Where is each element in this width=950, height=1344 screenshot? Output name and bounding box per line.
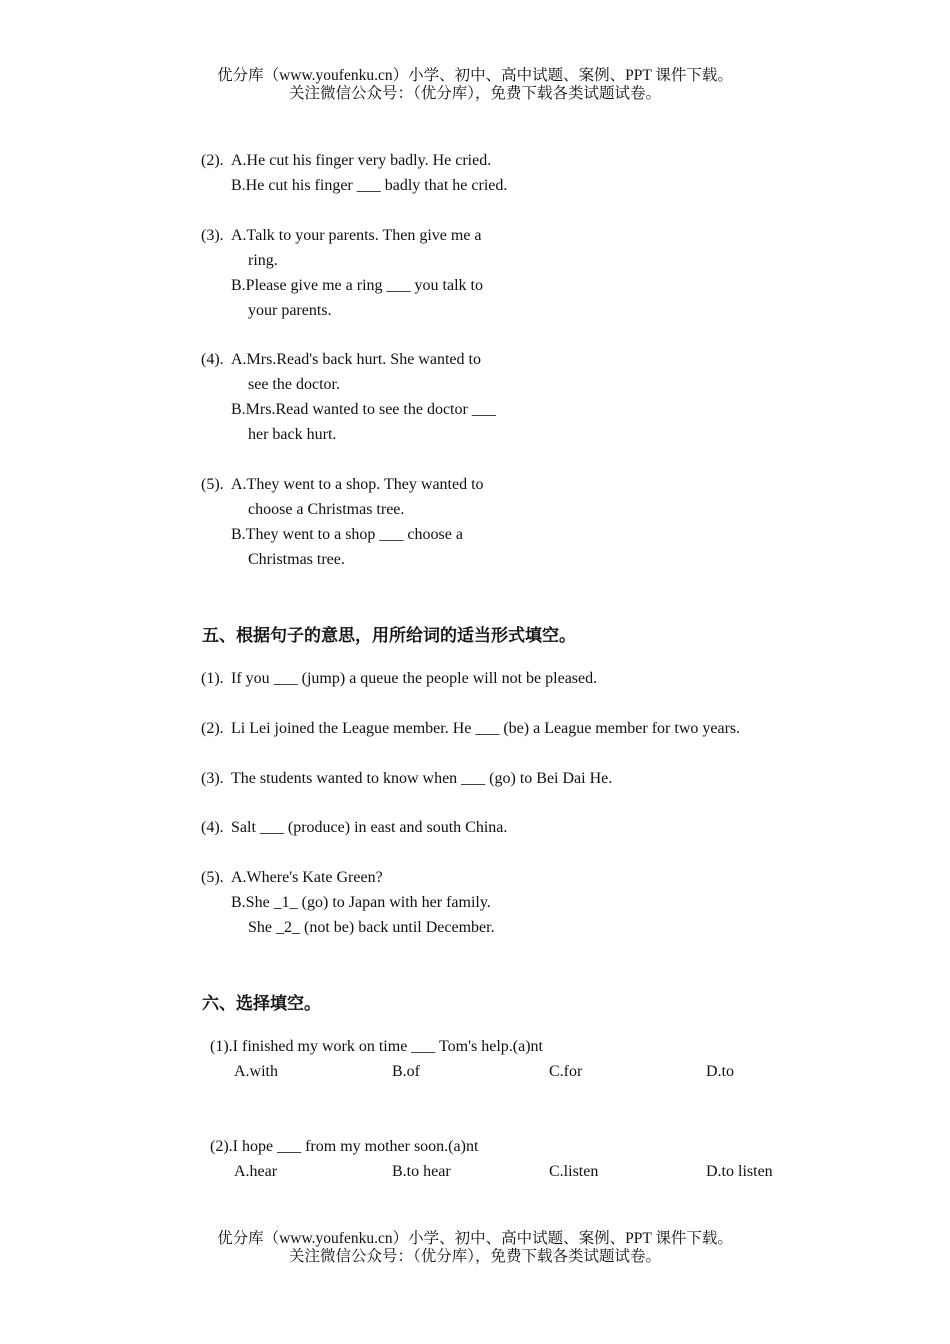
item-text: If you ___ (jump) a queue the people will not be pleased. [231, 670, 598, 687]
item-number: (5). [201, 869, 224, 886]
page-footer-banner [0, 1230, 950, 1266]
part5-item-5-a [201, 868, 383, 888]
item-number: (3). [201, 227, 224, 244]
part4-item-4-b: B.Mrs.Read wanted to see the doctor ___ [231, 401, 496, 418]
option-d[interactable]: D.to [706, 1063, 734, 1080]
item-number: (4). [201, 819, 224, 836]
part5-item-3 [201, 769, 612, 789]
part4-item-5-a-cont: choose a Christmas tree. [248, 501, 405, 518]
option-a[interactable]: A.with [234, 1063, 278, 1080]
banner-line-1: 优分库（www.youfenku.cn）小学、初中、高中试题、案例、PPT 课件下载。 [217, 67, 733, 84]
item-number: (3). [201, 770, 224, 787]
part4-item-4-a [201, 350, 481, 370]
option-d[interactable]: D.to listen [706, 1163, 773, 1180]
part6-title: 六、选择填空。 [202, 994, 321, 1014]
option-b[interactable]: B.to hear [392, 1163, 451, 1180]
item-number: (4). [201, 351, 224, 368]
sentence-a: A.He cut his finger very badly. He cried. [231, 152, 492, 169]
item-number: (5). [201, 476, 224, 493]
part5-item-1 [201, 669, 597, 689]
part4-item-4-a-cont: see the doctor. [248, 376, 340, 393]
part5-item-2 [201, 719, 740, 739]
part4-item-5-b: B.They went to a shop ___ choose a [231, 526, 463, 543]
page-header-banner [0, 67, 950, 103]
banner-line-2: 关注微信公众号：（优分库），免费下载各类试题试卷。 [288, 1248, 661, 1265]
part4-item-4-b-cont: her back hurt. [248, 426, 337, 443]
banner-line-1: 优分库（www.youfenku.cn）小学、初中、高中试题、案例、PPT 课件下载。 [217, 1230, 733, 1247]
item-text: A.Where's Kate Green? [231, 869, 383, 886]
part6-question-2-stem: (2).I hope ___ from my mother soon.(a)nt [210, 1138, 479, 1155]
banner-line-2: 关注微信公众号：（优分库），免费下载各类试题试卷。 [288, 85, 661, 102]
option-c[interactable]: C.for [549, 1063, 583, 1080]
part5-item-5-b1: B.She _1_ (go) to Japan with her family. [231, 894, 491, 911]
sentence-a: A.They went to a shop. They wanted to [231, 476, 484, 493]
sentence-a: A.Talk to your parents. Then give me a [231, 227, 482, 244]
part4-item-2-a [201, 151, 491, 171]
option-b[interactable]: B.of [392, 1063, 420, 1080]
item-number: (1). [201, 670, 224, 687]
option-a[interactable]: A.hear [234, 1163, 278, 1180]
part4-item-5-a [201, 475, 484, 495]
part4-item-3-b: B.Please give me a ring ___ you talk to [231, 277, 483, 294]
part4-item-2-b: B.He cut his finger ___ badly that he cried. [231, 177, 508, 194]
item-text: The students wanted to know when ___ (go) to Bei Dai He. [231, 770, 613, 787]
part4-item-3-a-cont: ring. [248, 252, 278, 269]
item-text: Salt ___ (produce) in east and south China. [231, 819, 508, 836]
part5-item-5-b2: She _2_ (not be) back until December. [248, 919, 495, 936]
part4-item-5-b-cont: Christmas tree. [248, 551, 345, 568]
option-c[interactable]: C.listen [549, 1163, 599, 1180]
part5-title: 五、根据句子的意思，用所给词的适当形式填空。 [202, 626, 576, 646]
part4-item-3-b-cont: your parents. [248, 302, 332, 319]
part4-item-3-a [201, 226, 482, 246]
item-number: (2). [201, 720, 224, 737]
part5-item-4 [201, 818, 507, 838]
part6-question-1-stem: (1).I finished my work on time ___ Tom's help.(a)nt [210, 1038, 543, 1055]
item-text: Li Lei joined the League member. He ___ (be) a League member for two years. [231, 720, 741, 737]
item-number: (2). [201, 152, 224, 169]
sentence-a: A.Mrs.Read's back hurt. She wanted to [231, 351, 481, 368]
